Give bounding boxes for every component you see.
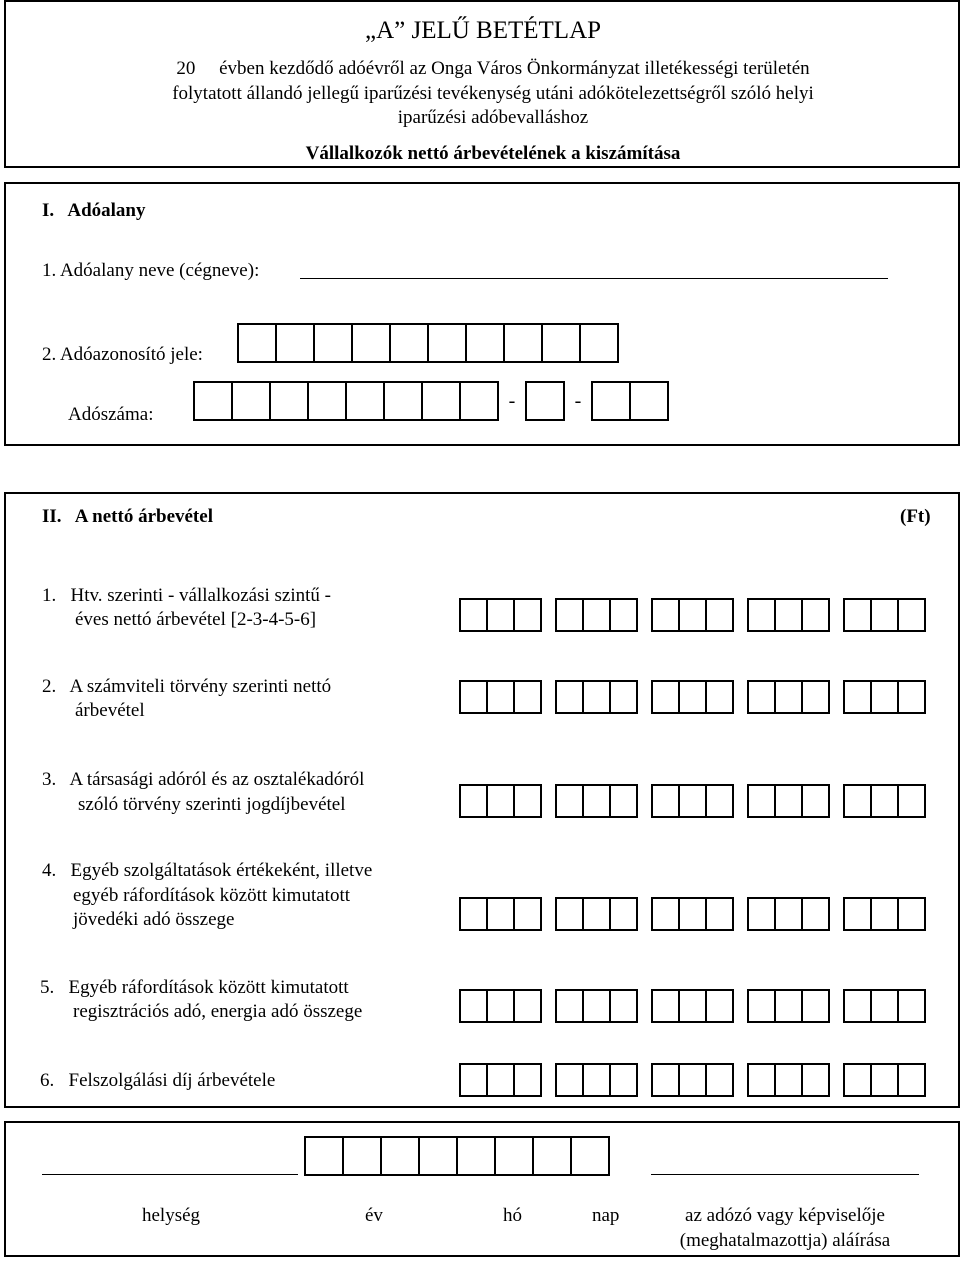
revenue-item-6-amount[interactable]: [459, 1063, 926, 1097]
month-digit-box[interactable]: [494, 1136, 534, 1176]
digit-box[interactable]: [313, 323, 353, 363]
digit-box[interactable]: [503, 323, 543, 363]
digit-box[interactable]: [307, 381, 347, 421]
day-digit-box[interactable]: [570, 1136, 610, 1176]
digit-box[interactable]: [705, 784, 734, 818]
digit-box[interactable]: [555, 897, 584, 931]
digit-box[interactable]: [897, 989, 926, 1023]
digit-box[interactable]: [870, 784, 899, 818]
digit-box[interactable]: [774, 989, 803, 1023]
digit-box[interactable]: [843, 1063, 872, 1097]
revenue-item-5-label-cont: regisztrációs adó, energia adó összege: [73, 1001, 363, 1022]
digit-box[interactable]: [513, 598, 542, 632]
digit-box[interactable]: [541, 323, 581, 363]
digit-box[interactable]: [351, 323, 391, 363]
digit-box[interactable]: [591, 381, 631, 421]
digit-box[interactable]: [774, 598, 803, 632]
digit-box[interactable]: [678, 784, 707, 818]
digit-box[interactable]: [231, 381, 271, 421]
year-label: év: [365, 1205, 383, 1226]
digit-box[interactable]: [609, 1063, 638, 1097]
digit-box[interactable]: [486, 680, 515, 714]
digit-box[interactable]: [801, 1063, 830, 1097]
year-digit-box[interactable]: [304, 1136, 344, 1176]
digit-box[interactable]: [747, 989, 776, 1023]
digit-box[interactable]: [678, 897, 707, 931]
digit-box[interactable]: [678, 680, 707, 714]
digit-box[interactable]: [513, 989, 542, 1023]
digit-box[interactable]: [269, 381, 309, 421]
digit-box[interactable]: [870, 897, 899, 931]
revenue-item-6-label: 6. Felszolgálási díj árbevétele: [40, 1070, 276, 1091]
digit-box[interactable]: [609, 989, 638, 1023]
digit-box[interactable]: [801, 897, 830, 931]
digit-box[interactable]: [747, 680, 776, 714]
digit-box[interactable]: [389, 323, 429, 363]
digit-box[interactable]: [705, 897, 734, 931]
digit-box[interactable]: [486, 1063, 515, 1097]
digit-box[interactable]: [651, 784, 680, 818]
digit-box[interactable]: [609, 680, 638, 714]
place-label: helység: [142, 1205, 201, 1226]
revenue-item-1-label: 1. Htv. szerinti - vállalkozási szintű -: [42, 585, 331, 606]
revenue-item-2-label: 2. A számviteli törvény szerinti nettó: [42, 676, 332, 697]
digit-box[interactable]: [459, 897, 488, 931]
digit-box[interactable]: [705, 680, 734, 714]
form-subtitle: Vállalkozók nettó árbevételének a kiszámítása: [305, 143, 681, 164]
digit-box[interactable]: [774, 897, 803, 931]
digit-box[interactable]: [513, 680, 542, 714]
digit-box[interactable]: [678, 989, 707, 1023]
digit-box[interactable]: [555, 784, 584, 818]
revenue-item-1-label-cont: éves nettó árbevétel [2-3-4-5-6]: [75, 609, 317, 630]
month-digit-box[interactable]: [456, 1136, 496, 1176]
digit-box[interactable]: [486, 784, 515, 818]
digit-box[interactable]: [801, 598, 830, 632]
place-field[interactable]: [42, 1174, 298, 1175]
digit-box[interactable]: [870, 680, 899, 714]
revenue-item-2-amount[interactable]: [459, 680, 926, 714]
day-label: nap: [592, 1205, 620, 1226]
taxpayer-name-label: 1. Adóalany neve (cégneve):: [42, 260, 260, 281]
tax-id-label: 2. Adóazonosító jele:: [42, 344, 203, 365]
digit-box[interactable]: [427, 323, 467, 363]
digit-box[interactable]: [513, 784, 542, 818]
intro-line-3: iparűzési adóbevalláshoz: [397, 107, 589, 128]
digit-box[interactable]: [421, 381, 461, 421]
digit-box[interactable]: [459, 680, 488, 714]
taxpayer-name-field[interactable]: [300, 278, 888, 279]
revenue-item-5-label: 5. Egyéb ráfordítások között kimutatott: [40, 977, 349, 998]
digit-box[interactable]: [486, 989, 515, 1023]
digit-box[interactable]: [582, 989, 611, 1023]
digit-box[interactable]: [609, 598, 638, 632]
digit-box[interactable]: [465, 323, 505, 363]
day-digit-box[interactable]: [532, 1136, 572, 1176]
tax-id-boxes[interactable]: [237, 323, 619, 363]
separator-dash: -: [508, 390, 516, 412]
digit-box[interactable]: [486, 598, 515, 632]
revenue-item-3-label-cont: szóló törvény szerinti jogdíjbevétel: [78, 794, 346, 815]
revenue-item-3-label: 3. A társasági adóról és az osztalékadóról: [42, 769, 365, 790]
digit-box[interactable]: [870, 1063, 899, 1097]
revenue-item-4-amount[interactable]: [459, 897, 926, 931]
digit-box[interactable]: [555, 680, 584, 714]
month-label: hó: [503, 1205, 522, 1226]
digit-box[interactable]: [579, 323, 619, 363]
digit-box[interactable]: [459, 989, 488, 1023]
digit-box[interactable]: [801, 680, 830, 714]
tax-number-boxes[interactable]: [193, 381, 669, 421]
digit-box[interactable]: [774, 680, 803, 714]
digit-box[interactable]: [747, 598, 776, 632]
digit-box[interactable]: [513, 897, 542, 931]
digit-box[interactable]: [897, 680, 926, 714]
digit-box[interactable]: [555, 598, 584, 632]
digit-box[interactable]: [459, 598, 488, 632]
digit-box[interactable]: [705, 989, 734, 1023]
digit-box[interactable]: [345, 381, 385, 421]
digit-box[interactable]: [651, 1063, 680, 1097]
section-taxpayer-heading: I. Adóalany: [42, 200, 146, 221]
intro-line-2: folytatott állandó jellegű iparűzési tevékenység utáni adókötelezettségről szóló helyi: [172, 83, 814, 104]
revenue-item-5-amount[interactable]: [459, 989, 926, 1023]
tax-number-label: Adószáma:: [68, 404, 154, 425]
separator-dash: -: [574, 390, 582, 412]
signature-label-1: az adózó vagy képviselője: [685, 1205, 885, 1226]
digit-box[interactable]: [801, 989, 830, 1023]
year-digit-box[interactable]: [380, 1136, 420, 1176]
form-title: „A” JELŰ BETÉTLAP: [364, 17, 602, 44]
digit-box[interactable]: [678, 1063, 707, 1097]
digit-box[interactable]: [459, 1063, 488, 1097]
digit-box[interactable]: [651, 680, 680, 714]
digit-box[interactable]: [870, 989, 899, 1023]
digit-box[interactable]: [193, 381, 233, 421]
digit-box[interactable]: [843, 598, 872, 632]
revenue-item-4-label-cont2: jövedéki adó összege: [73, 909, 235, 930]
digit-box[interactable]: [525, 381, 565, 421]
digit-box[interactable]: [870, 598, 899, 632]
revenue-item-3-amount[interactable]: [459, 784, 926, 818]
digit-box[interactable]: [651, 598, 680, 632]
digit-box[interactable]: [897, 598, 926, 632]
digit-box[interactable]: [843, 680, 872, 714]
section-revenue-heading: II. A nettó árbevétel: [42, 506, 213, 527]
revenue-item-2-label-cont: árbevétel: [75, 700, 145, 721]
digit-box[interactable]: [629, 381, 669, 421]
digit-box[interactable]: [705, 1063, 734, 1097]
digit-box[interactable]: [678, 598, 707, 632]
digit-box[interactable]: [582, 897, 611, 931]
year-digit-box[interactable]: [418, 1136, 458, 1176]
signature-label-2: (meghatalmazottja) aláírása: [679, 1230, 891, 1251]
signature-field[interactable]: [651, 1174, 919, 1175]
digit-box[interactable]: [383, 381, 423, 421]
digit-box[interactable]: [705, 598, 734, 632]
digit-box[interactable]: [459, 784, 488, 818]
date-boxes[interactable]: [304, 1136, 610, 1176]
digit-box[interactable]: [747, 1063, 776, 1097]
digit-box[interactable]: [774, 784, 803, 818]
revenue-item-4-label: 4. Egyéb szolgáltatások értékeként, illetve: [42, 860, 373, 881]
digit-box[interactable]: [747, 897, 776, 931]
digit-box[interactable]: [843, 989, 872, 1023]
digit-box[interactable]: [897, 1063, 926, 1097]
intro-line-1: 20 évben kezdődő adóévről az Onga Város Önkormányzat illetékességi területén: [176, 58, 810, 79]
digit-box[interactable]: [897, 897, 926, 931]
digit-box[interactable]: [651, 989, 680, 1023]
currency-unit: (Ft): [900, 506, 931, 527]
digit-box[interactable]: [843, 784, 872, 818]
revenue-item-1-amount[interactable]: [459, 598, 926, 632]
digit-box[interactable]: [275, 323, 315, 363]
digit-box[interactable]: [555, 1063, 584, 1097]
digit-box[interactable]: [747, 784, 776, 818]
digit-box[interactable]: [582, 1063, 611, 1097]
digit-box[interactable]: [651, 897, 680, 931]
digit-box[interactable]: [774, 1063, 803, 1097]
digit-box[interactable]: [609, 784, 638, 818]
digit-box[interactable]: [459, 381, 499, 421]
digit-box[interactable]: [486, 897, 515, 931]
digit-box[interactable]: [801, 784, 830, 818]
digit-box[interactable]: [897, 784, 926, 818]
digit-box[interactable]: [555, 989, 584, 1023]
revenue-item-4-label-cont: egyéb ráfordítások között kimutatott: [73, 885, 351, 906]
digit-box[interactable]: [237, 323, 277, 363]
year-digit-box[interactable]: [342, 1136, 382, 1176]
digit-box[interactable]: [843, 897, 872, 931]
digit-box[interactable]: [582, 680, 611, 714]
digit-box[interactable]: [582, 784, 611, 818]
digit-box[interactable]: [582, 598, 611, 632]
digit-box[interactable]: [609, 897, 638, 931]
digit-box[interactable]: [513, 1063, 542, 1097]
